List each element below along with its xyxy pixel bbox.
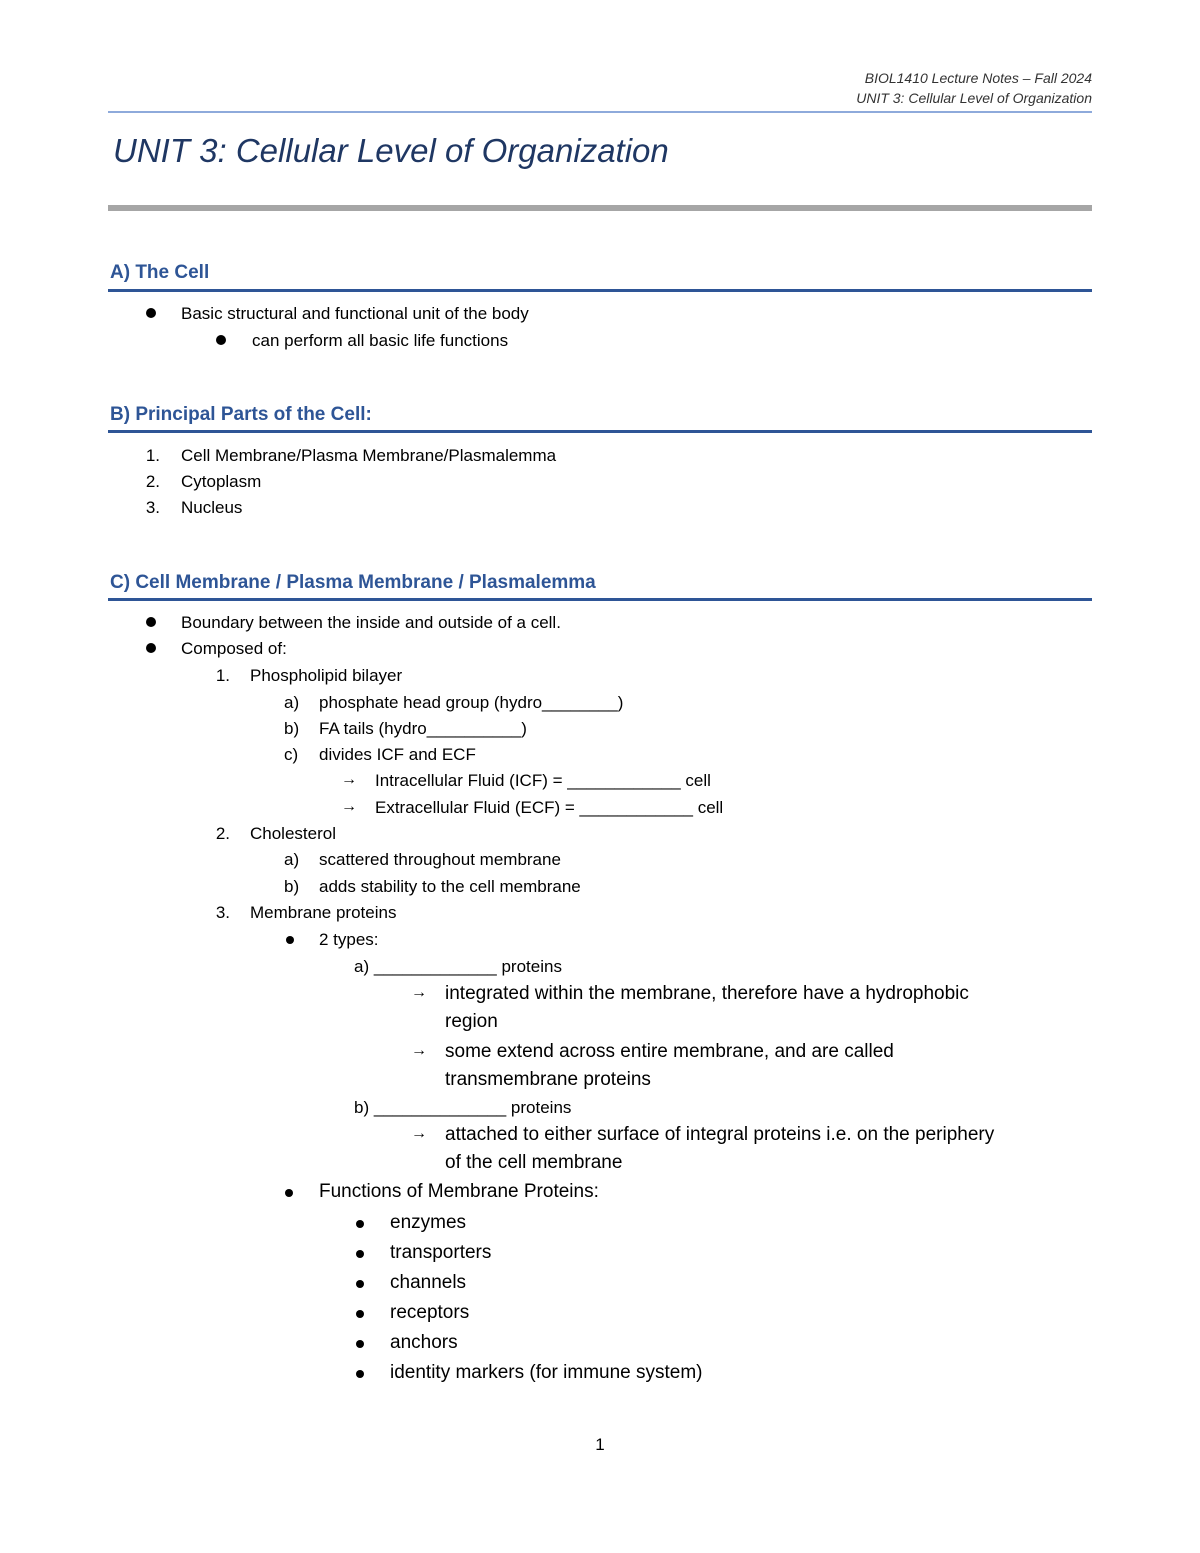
list-letter: b) xyxy=(284,877,300,896)
type-b-detail-cont: of the cell membrane xyxy=(445,1152,623,1173)
section-c-bullet-1: Boundary between the inside and outside of a cell. xyxy=(181,613,561,632)
function-item: transporters xyxy=(390,1242,492,1263)
bullet-icon xyxy=(356,1310,364,1318)
phosphate-head-item: phosphate head group (hydro________) xyxy=(319,693,624,712)
arrow-right-icon: → xyxy=(411,984,427,1001)
section-b-item-1: Cell Membrane/Plasma Membrane/Plasmalemma xyxy=(181,446,557,465)
bullet-icon xyxy=(216,335,226,345)
list-letter: a) xyxy=(284,850,300,869)
list-number: 3. xyxy=(145,498,160,517)
cholesterol: Cholesterol xyxy=(250,824,336,843)
bullet-icon xyxy=(356,1220,364,1228)
function-item: channels xyxy=(390,1272,467,1293)
title-rule xyxy=(108,205,1092,211)
bullet-icon xyxy=(286,936,294,944)
page-title: UNIT 3: Cellular Level of Organization xyxy=(113,132,669,169)
page-number: 1 xyxy=(595,1435,605,1454)
type-b-proteins: b) ______________ proteins xyxy=(354,1098,572,1117)
arrow-right-icon: → xyxy=(341,798,357,815)
bullet-icon xyxy=(146,617,156,627)
icf-item: Intracellular Fluid (ICF) = ____________ cell xyxy=(375,771,711,790)
list-number: 1. xyxy=(145,446,160,465)
bullet-icon xyxy=(285,1189,293,1197)
section-b-rule xyxy=(108,430,1092,433)
header-rule xyxy=(108,111,1092,113)
list-letter: c) xyxy=(284,745,299,764)
function-item: enzymes xyxy=(390,1212,467,1233)
bullet-icon xyxy=(356,1250,364,1258)
section-b-item-3: Nucleus xyxy=(181,498,243,517)
type-a-detail-2-cont: transmembrane proteins xyxy=(445,1069,651,1090)
list-number: 2. xyxy=(215,824,230,843)
membrane-proteins: Membrane proteins xyxy=(250,903,397,922)
bullet-icon xyxy=(146,643,156,653)
section-b-heading: B) Principal Parts of the Cell: xyxy=(110,404,372,425)
section-c-rule xyxy=(108,598,1092,601)
divides-icf-ecf-item: divides ICF and ECF xyxy=(319,745,476,764)
list-letter: a) xyxy=(284,693,300,712)
section-b-item-2: Cytoplasm xyxy=(181,472,262,491)
running-header-unit: UNIT 3: Cellular Level of Organization xyxy=(856,90,1092,106)
section-a-sub-1: can perform all basic life functions xyxy=(252,331,509,350)
bullet-icon xyxy=(356,1280,364,1288)
arrow-right-icon: → xyxy=(411,1042,427,1059)
functions-heading: Functions of Membrane Proteins: xyxy=(319,1181,599,1202)
bullet-icon xyxy=(146,308,156,318)
running-header-course: BIOL1410 Lecture Notes – Fall 2024 xyxy=(864,70,1092,86)
cholesterol-item-b: adds stability to the cell membrane xyxy=(319,877,581,896)
ecf-item: Extracellular Fluid (ECF) = ____________ cell xyxy=(375,798,724,817)
cholesterol-item-a: scattered throughout membrane xyxy=(319,850,561,869)
type-a-detail-1: integrated within the membrane, therefore have a hydrophobic xyxy=(445,983,969,1004)
list-number: 2. xyxy=(145,472,160,491)
type-a-detail-2: some extend across entire membrane, and are called xyxy=(445,1041,894,1062)
list-number: 3. xyxy=(215,903,230,922)
two-types: 2 types: xyxy=(319,930,379,949)
bullet-icon xyxy=(356,1370,364,1378)
bullet-icon xyxy=(356,1340,364,1348)
fa-tails-item: FA tails (hydro__________) xyxy=(319,719,527,738)
section-c-bullet-2: Composed of: xyxy=(181,639,287,658)
phospholipid-bilayer: Phospholipid bilayer xyxy=(250,666,403,685)
type-a-detail-1-cont: region xyxy=(445,1011,498,1032)
type-b-detail: attached to either surface of integral proteins i.e. on the periphery xyxy=(445,1124,995,1145)
list-number: 1. xyxy=(215,666,230,685)
arrow-right-icon: → xyxy=(411,1125,427,1142)
section-a-heading: A) The Cell xyxy=(110,262,210,283)
section-c-heading: C) Cell Membrane / Plasma Membrane / Plasmalemma xyxy=(110,572,596,593)
list-letter: b) xyxy=(284,719,300,738)
function-item: receptors xyxy=(390,1302,470,1323)
function-item: identity markers (for immune system) xyxy=(390,1362,703,1383)
section-a-rule xyxy=(108,289,1092,292)
arrow-right-icon: → xyxy=(341,771,357,788)
type-a-proteins: a) _____________ proteins xyxy=(354,957,562,976)
function-item: anchors xyxy=(390,1332,458,1353)
section-a-bullet-1: Basic structural and functional unit of the body xyxy=(181,304,529,323)
